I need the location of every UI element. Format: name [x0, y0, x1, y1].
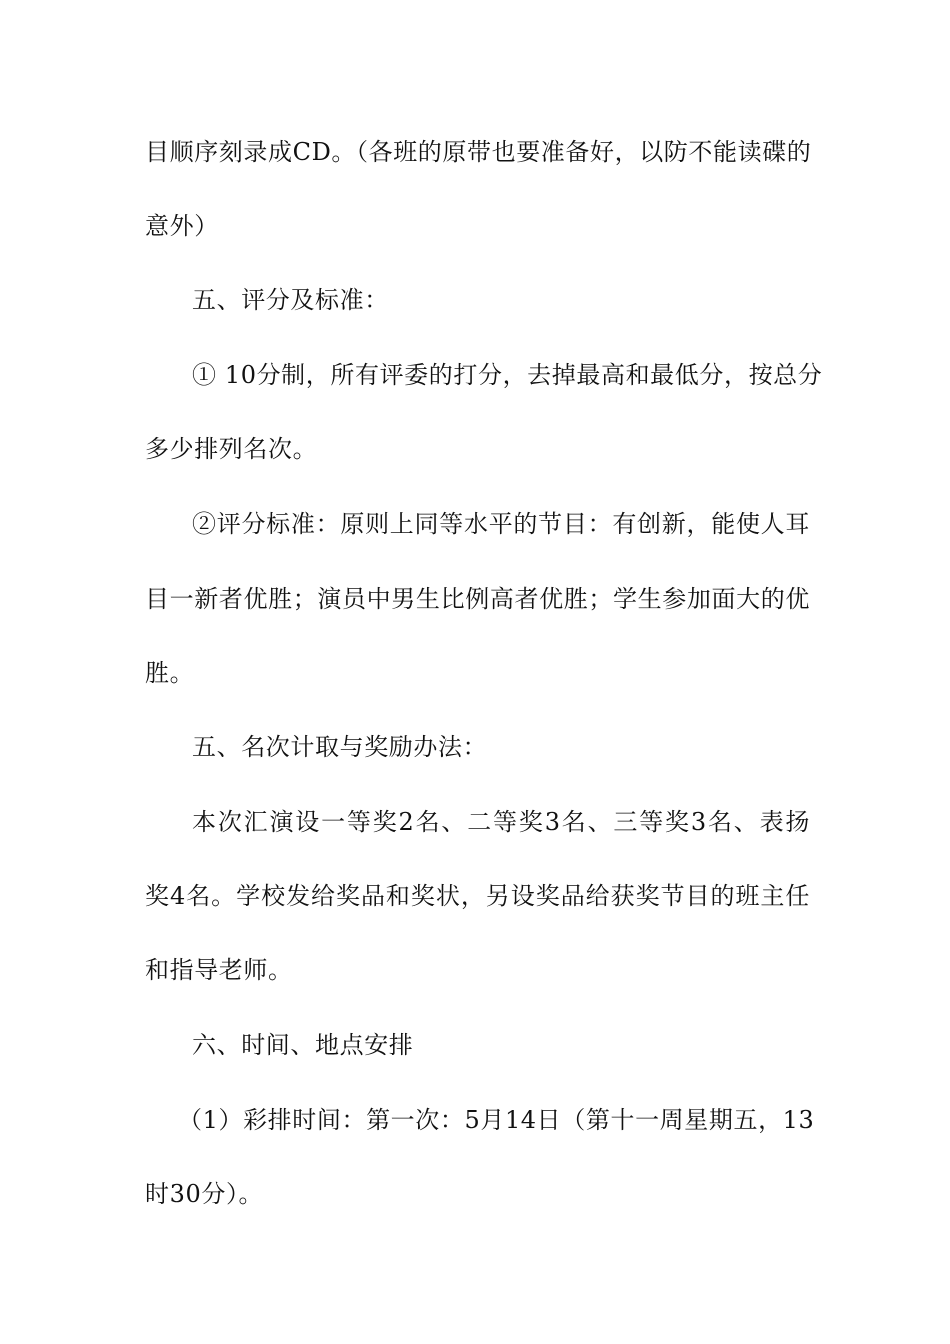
body-text-line: 意外）	[145, 212, 219, 240]
section-heading-scoring: 五、评分及标准：	[192, 286, 389, 314]
body-text-line: 多少排列名次。	[145, 435, 318, 463]
body-text-line: ②评分标准：原则上同等水平的节目：有创新，能使人耳	[192, 510, 810, 538]
body-text-line: ① 10分制，所有评委的打分，去掉最高和最低分，按总分	[192, 361, 823, 389]
body-text-line: 奖4名。学校发给奖品和奖状，另设奖品给获奖节目的班主任	[145, 882, 810, 910]
section-heading-awards: 五、名次计取与奖励办法：	[192, 733, 488, 761]
body-text-line: 目顺序刻录成CD。（各班的原带也要准备好，以防不能读碟的	[145, 138, 812, 166]
body-text-line: 本次汇演设一等奖2名、二等奖3名、三等奖3名、表扬	[192, 808, 810, 836]
body-text-line: 时30分）。	[145, 1180, 264, 1208]
body-text-line: 胜。	[145, 659, 195, 687]
body-text-line: 目一新者优胜；演员中男生比例高者优胜；学生参加面大的优	[145, 585, 810, 613]
section-heading-schedule: 六、时间、地点安排	[192, 1031, 414, 1059]
body-text-line: 和指导老师。	[145, 956, 293, 984]
body-text-line: （1）彩排时间：第一次：5月14日（第十一周星期五，13	[178, 1106, 815, 1134]
